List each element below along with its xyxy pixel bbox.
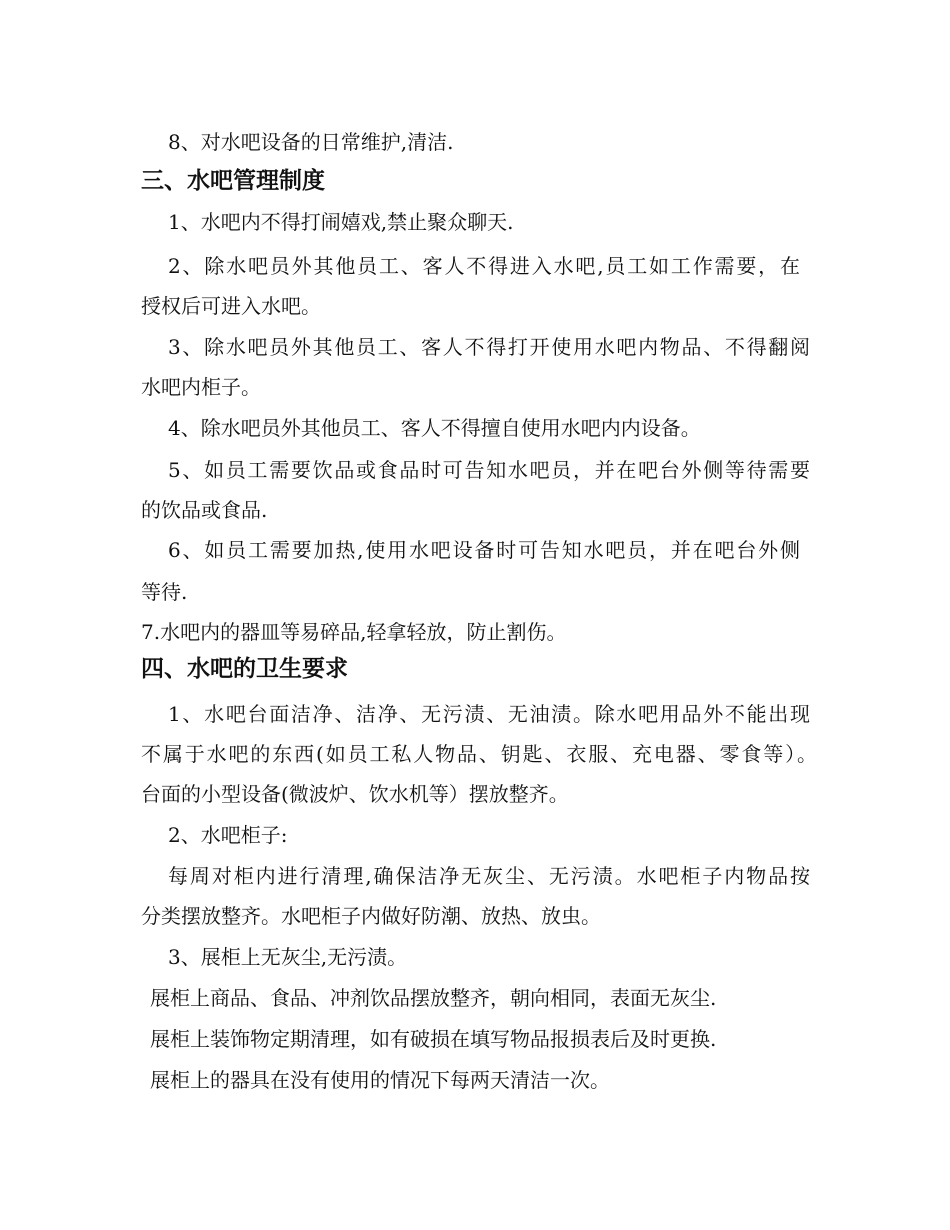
hygiene-3-item-2: 展柜上装饰物定期清理，如有破损在填写物品报损表后及时更换.: [150, 1027, 717, 1051]
rule-3-line-1: 3、除水吧员外其他员工、客人不得打开使用水吧内物品、不得翻阅: [168, 335, 810, 359]
hygiene-2-line-2: 分类摆放整齐。水吧柜子内做好防潮、放热、放虫。: [141, 904, 601, 928]
rule-5-line-2: 的饮品或食品.: [141, 498, 268, 522]
hygiene-1-line-3: 台面的小型设备(微波炉、饮水机等）摆放整齐。: [141, 782, 569, 806]
rule-7-line: 7.水吧内的器皿等易碎品,轻拿轻放，防止割伤。: [141, 620, 567, 644]
section-heading-management-rules: 三、水吧管理制度: [141, 168, 325, 194]
rule-8-line: 8、对水吧设备的日常维护,清洁.: [168, 130, 454, 154]
hygiene-1-line-2: 不属于水吧的东西(如员工私人物品、钥匙、衣服、充电器、零食等）。: [141, 742, 817, 766]
rule-6-line-1: 6、如员工需要加热,使用水吧设备时可告知水吧员，并在吧台外侧: [168, 538, 800, 562]
rule-1-line: 1、水吧内不得打闹嬉戏,禁止聚众聊天.: [168, 210, 514, 234]
hygiene-2-line-1: 每周对柜内进行清理,确保洁净无灰尘、无污渍。水吧柜子内物品按: [168, 864, 810, 888]
rule-2-line-2: 授权后可进入水吧。: [141, 294, 321, 318]
rule-2-line-1: 2、除水吧员外其他员工、客人不得进入水吧,员工如工作需要，在: [168, 254, 800, 278]
rule-6-line-2: 等待.: [141, 580, 188, 604]
hygiene-3-item-3: 展柜上的器具在没有使用的情况下每两天清洁一次。: [150, 1068, 610, 1092]
section-heading-hygiene-requirements: 四、水吧的卫生要求: [141, 656, 348, 682]
rule-4-line: 4、除水吧员外其他员工、客人不得擅自使用水吧内内设备。: [168, 416, 701, 440]
rule-3-line-2: 水吧内柜子。: [141, 375, 261, 399]
hygiene-2-title: 2、水吧柜子:: [168, 823, 288, 847]
hygiene-3-item-1: 展柜上商品、食品、冲剂饮品摆放整齐，朝向相同，表面无灰尘.: [150, 986, 717, 1010]
hygiene-1-line-1: 1、水吧台面洁净、洁净、无污渍、无油渍。除水吧用品外不能出现: [168, 702, 810, 726]
hygiene-3-title: 3、展柜上无灰尘,无污渍。: [168, 945, 408, 969]
rule-5-line-1: 5、如员工需要饮品或食品时可告知水吧员，并在吧台外侧等待需要: [168, 458, 810, 482]
